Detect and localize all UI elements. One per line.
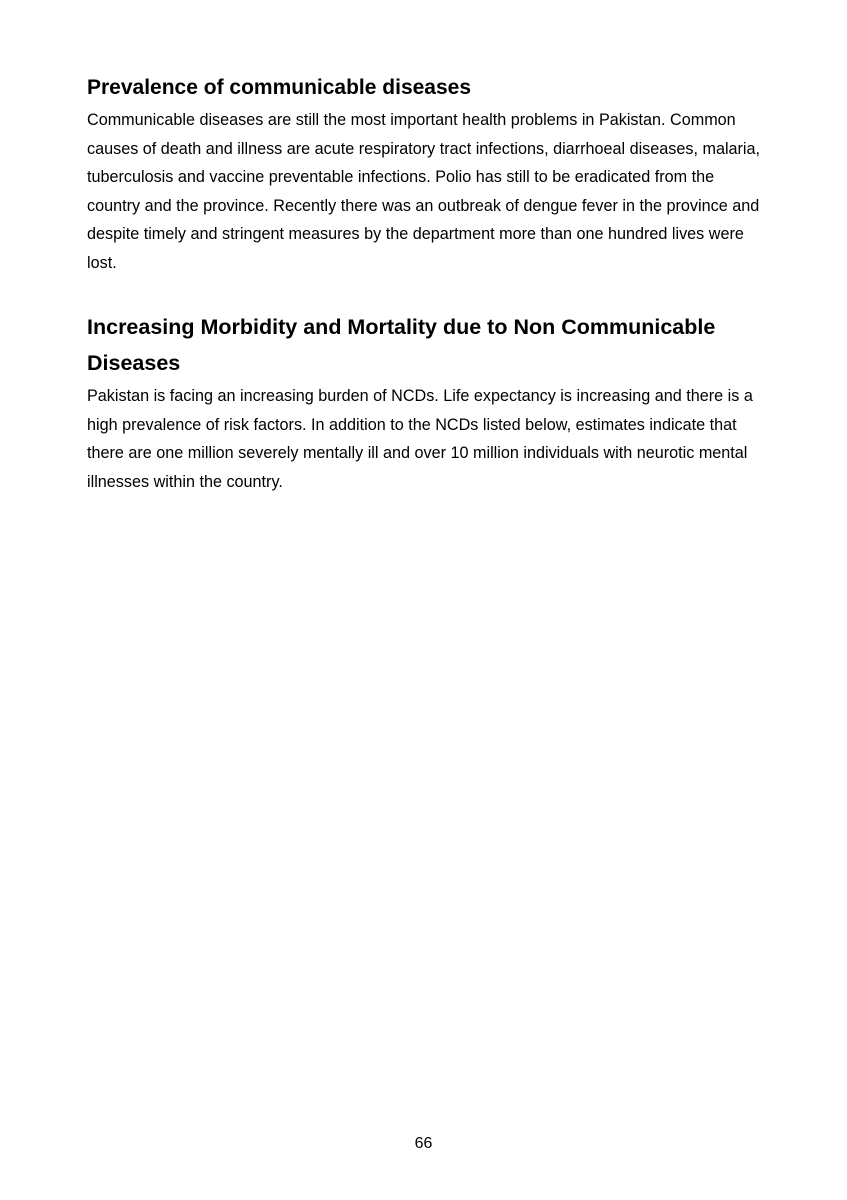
section-heading-communicable-diseases: Prevalence of communicable diseases: [87, 76, 472, 99]
page-content: [87, 74, 767, 496]
section-body-non-communicable-diseases: Pakistan is facing an increasing burden of NCDs. Life expectancy is increasing and there is a high prevalence of risk factors. In addition to the NCDs listed below, estimates indicate that there are one million severely mentally ill and over 10 million individuals with neurotic mental illnesses within the country.: [87, 387, 753, 491]
section-body-communicable-diseases: Communicable diseases are still the most important health problems in Pakistan. Common causes of death and illness are acute respiratory tract infections, diarrhoeal diseases, malaria, tuberculosis and vaccine preventable infections. Polio has still to be eradicated from the country and the province. Recently there was an outbreak of dengue fever in the province and despite timely and stringent measures by the department more than one hundred lives were lost.: [87, 111, 761, 272]
page-number: 66: [414, 1135, 433, 1152]
section-heading-non-communicable-diseases: Increasing Morbidity and Mortality due to Non Communicable Diseases: [87, 315, 716, 375]
